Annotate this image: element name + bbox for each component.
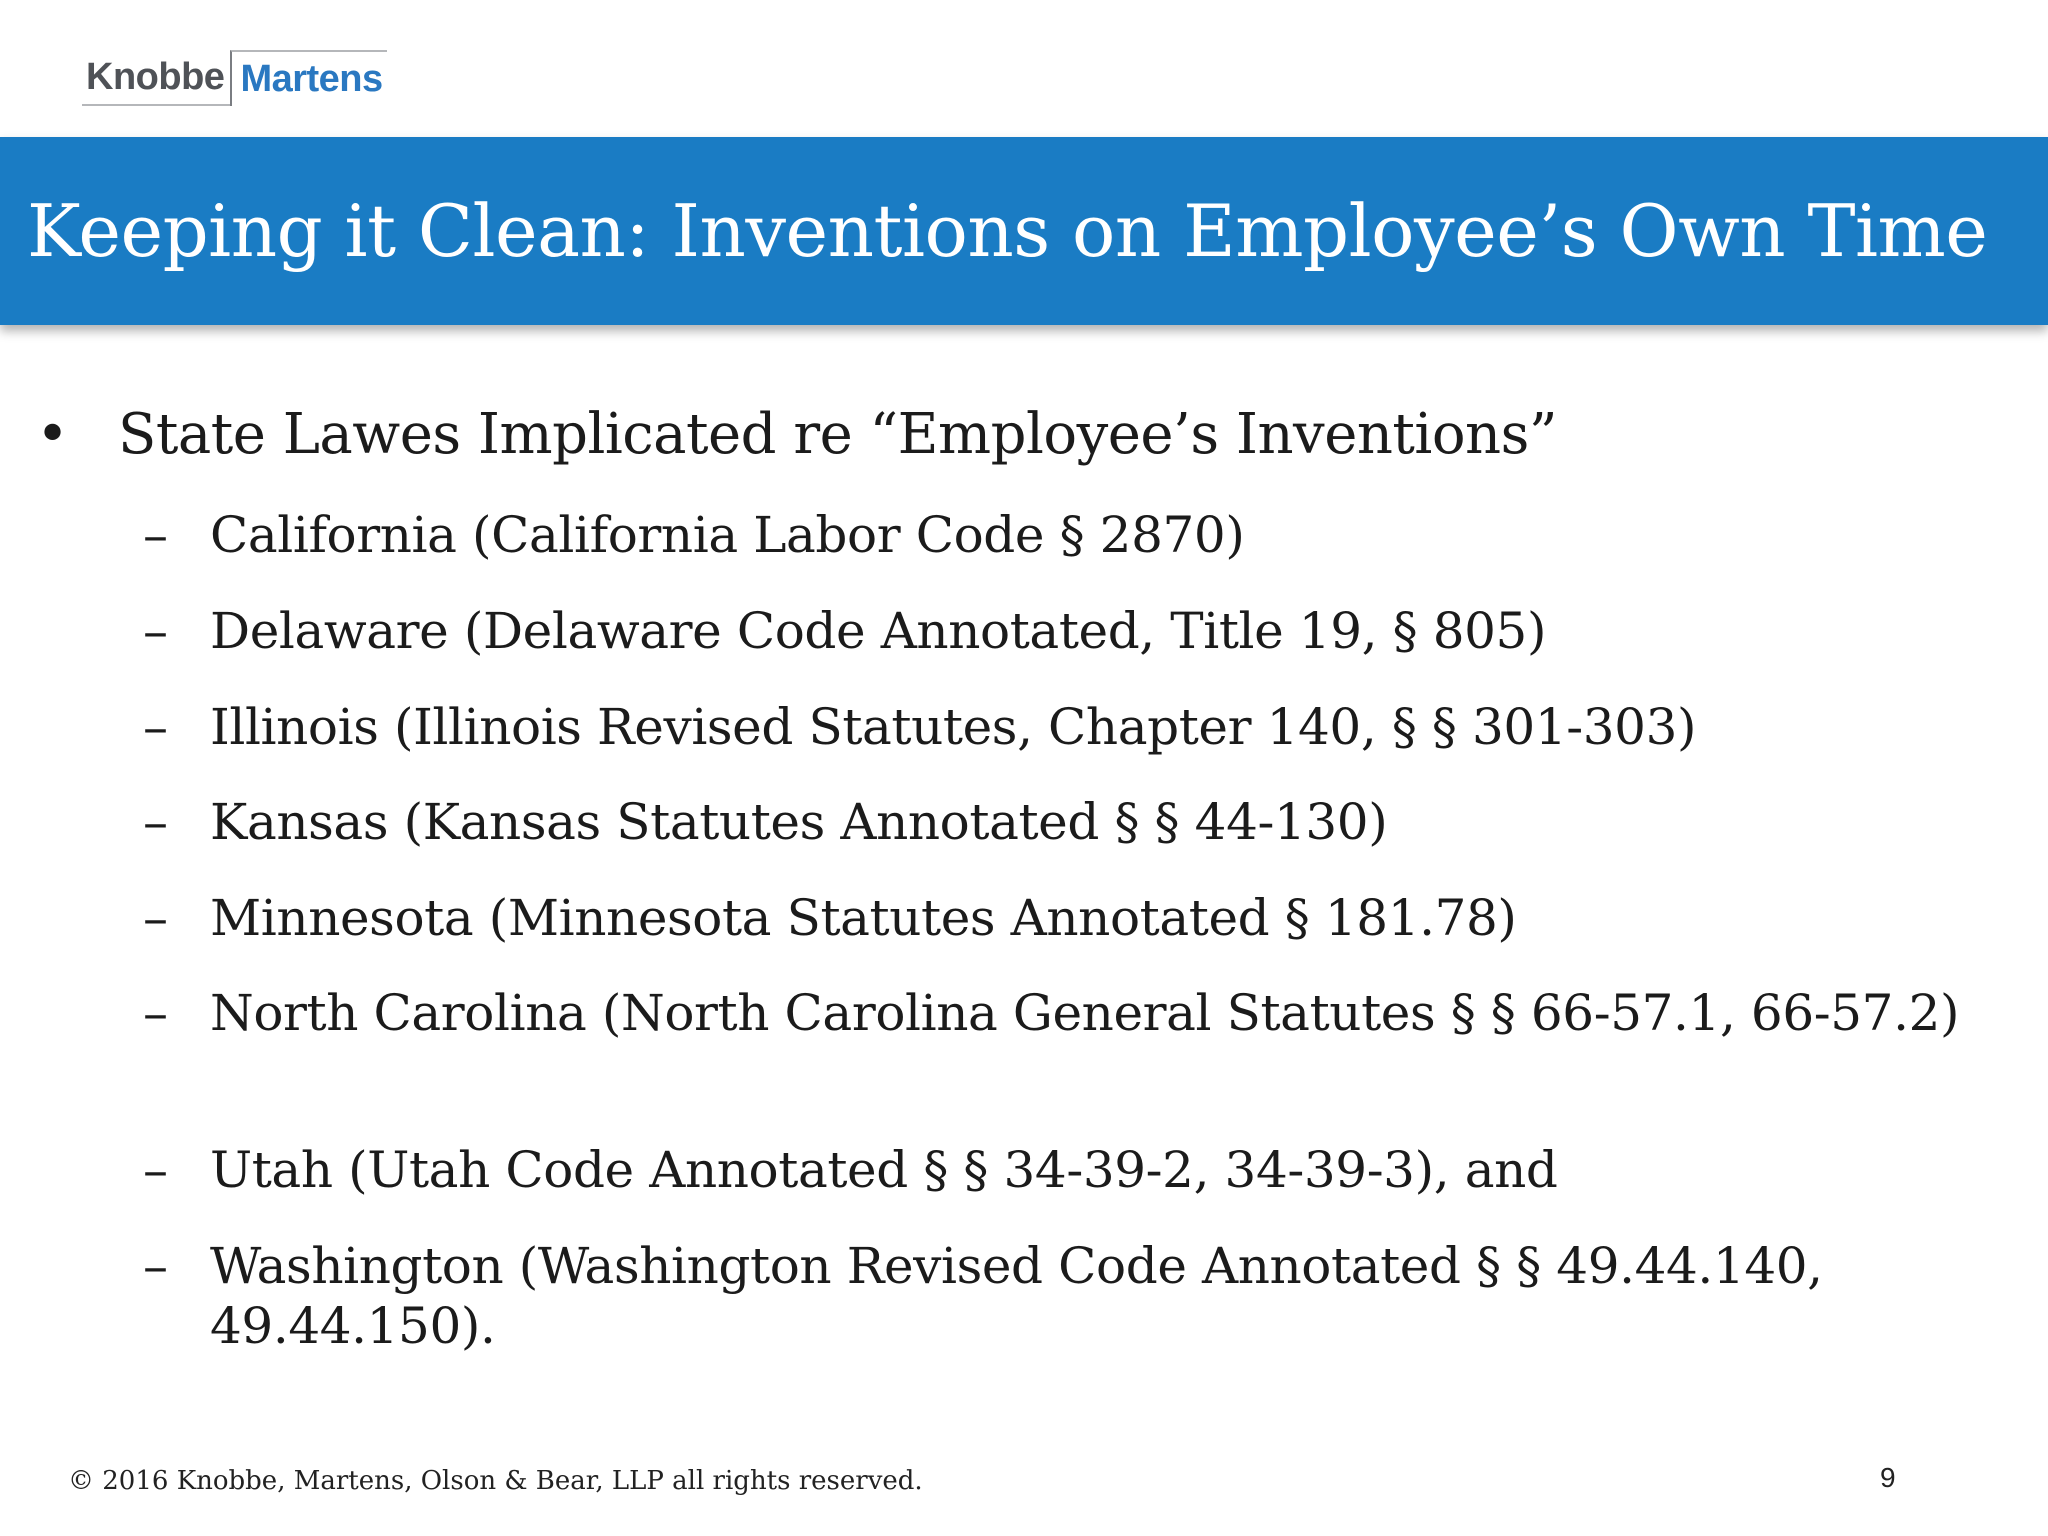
- logo-right-word: Martens: [230, 50, 386, 106]
- list-item-text: North Carolina (North Carolina General Statutes § § 66-57.1, 66-57.2): [210, 984, 1960, 1042]
- list-item-text: Utah (Utah Code Annotated § § 34-39-2, 34-39-3), and: [210, 1141, 1558, 1199]
- logo-left-word: Knobbe: [82, 50, 230, 106]
- list-item-text: Minnesota (Minnesota Statutes Annotated § 181.78): [210, 889, 1517, 947]
- list-item-text: Illinois (Illinois Revised Statutes, Chapter 140, § § 301-303): [210, 698, 1697, 756]
- list-item-text: Kansas (Kansas Statutes Annotated § § 44-130): [210, 793, 1388, 851]
- dash-marker: –: [143, 602, 168, 660]
- dash-marker: –: [143, 506, 168, 564]
- dash-marker: –: [143, 793, 168, 851]
- dash-marker: –: [143, 1237, 168, 1295]
- title-bar: [0, 137, 2048, 325]
- dash-marker: –: [143, 984, 168, 1042]
- slide-title: Keeping it Clean: Inventions on Employee’s Own Time: [27, 189, 1988, 273]
- list-item-text: California (California Labor Code § 2870): [210, 506, 1245, 564]
- slide-content: [0, 395, 2048, 1355]
- list-item-text: Washington (Washington Revised Code Annotated § § 49.44.140, 49.44.150).: [210, 1237, 1823, 1355]
- main-bullet: [0, 395, 2048, 475]
- dash-marker: –: [143, 1141, 168, 1199]
- main-bullet-text: State Lawes Implicated re “Employee’s Inventions”: [118, 402, 1557, 467]
- copyright-footer: © 2016 Knobbe, Martens, Olson & Bear, LLP all rights reserved.: [68, 1466, 923, 1496]
- list-item-text: Delaware (Delaware Code Annotated, Title 19, § 805): [210, 602, 1547, 660]
- dash-marker: –: [143, 889, 168, 947]
- dash-marker: –: [143, 698, 168, 756]
- knobbe-martens-logo: [82, 50, 387, 106]
- bullet-marker: •: [36, 402, 70, 467]
- page-number: 9: [1880, 1462, 1896, 1493]
